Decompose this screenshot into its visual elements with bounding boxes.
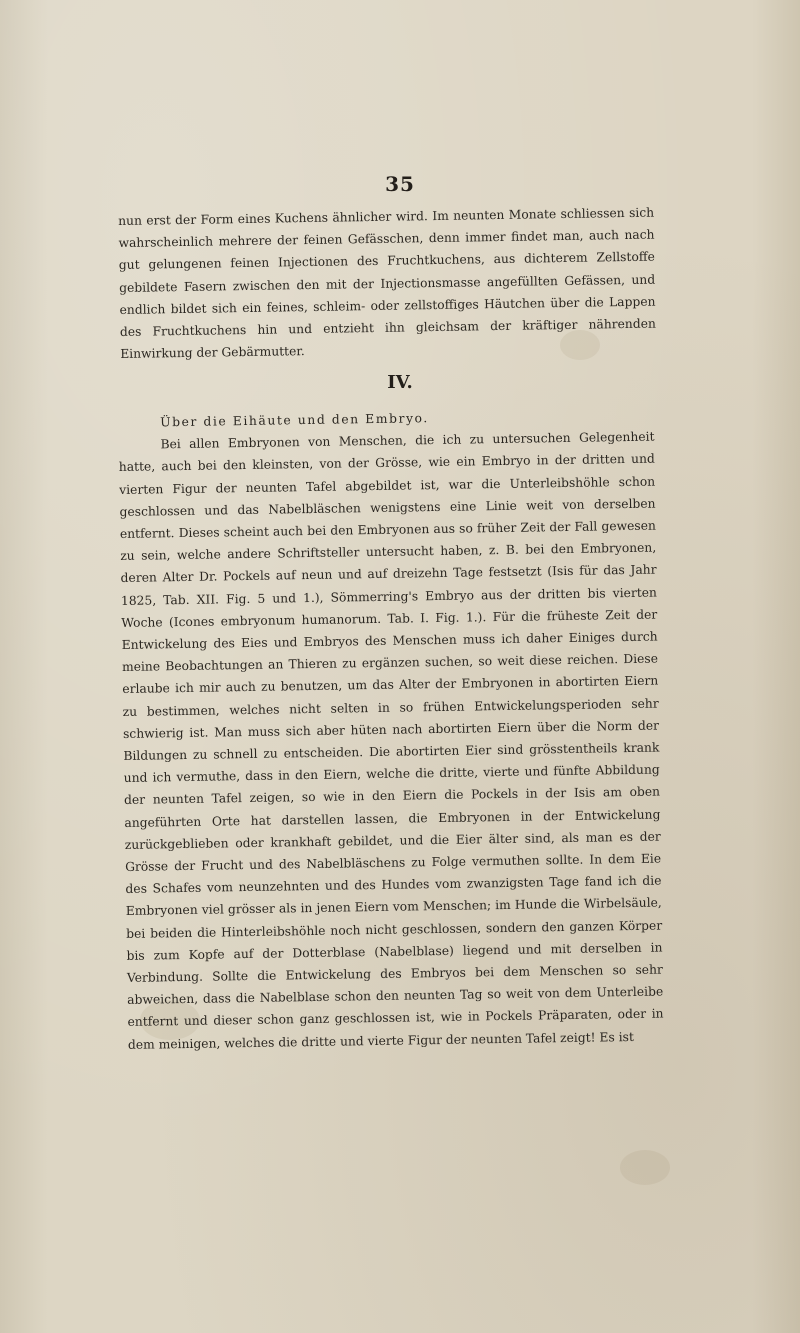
paper-stain xyxy=(620,1150,670,1185)
paragraph-continuation: nun erst der Form eines Kuchens ähnlicher wird. Im neunten Monate schliessen sich wahrscheinlich mehrere der feinen Gefässchen, denn immer findet man, auch nach gut gelungenen feinen Injectionen des Fruchtkuchens, aus dichterem Zellstoffe gebildete Fasern zwischen den mit der Injectionsmasse angefüllten Gefässen, und endlich bildet sich ein feines, schleim- oder zellstoffiges Häutchen über die Lappen des Fruchtkuchens hin und entzieht ihn gleichsam der kräftiger nährenden Einwirkung der Gebärmutter. xyxy=(118,205,656,362)
body-paragraph: Bei allen Embryonen von Menschen, die ich zu untersuchen Gelegenheit hatte, auch bei den kleinsten, von der Grösse, wie ein Embryo in der dritten und vierten Figur der neunten Tafel abgebildet ist, war die Unterleibshöhle schon geschlossen und das Nabelbläschen wenigstens eine Linie weit von derselben entfernt. Dieses scheint auch bei den Embryonen aus so früher Zeit der Fall gewesen zu sein, welche andere Schriftsteller untersucht haben, z. B. bei den Embryonen, deren Alter Dr. Pockels auf neun und auf dreizehn Tage festsetzt (Isis für das Jahr 1825, Tab. XII. Fig. 5 und 1.), Sömmerring's Embryo aus der dritten bis vierten Woche (Icones embryonum humanorum. Tab. I. Fig. 1.). Für die früheste Zeit der Entwickelung des Eies und Embryos des Menschen muss ich daher Einiges durch meine Beobachtungen an Thieren zu ergänzen suchen, so weit diese reichen. Diese erlaube ich mir auch zu benutzen, um das Alter der Embryonen in abortirten Eiern zu bestimmen, welches nicht selten in so frühen Entwickelungsperioden sehr schwierig ist. Man muss sich aber hüten nach abortirten Eiern über die Norm der Bildungen zu schnell zu entscheiden. Die abortirten Eier sind grösstentheils krank und ich vermuthe, dass in den Eiern, welche die dritte, vierte und fünfte Abbildung der neunten Tafel zeigen, so wie in den Eiern die Pockels in der Isis am oben angeführten Orte hat darstellen lassen, die Embryonen in der Entwickelung zurückgeblieben oder krankhaft gebildet, und die Eier älter sind, als man es der Grösse der Frucht und des Nabelbläschens zu Folge vermuthen sollte. In dem Eie des Schafes vom neunzehnten und des Hundes vom zwanzigsten Tage fand ich die Embryonen viel grösser als in jenen Eiern vom Menschen; im Hunde die Wirbelsäule, bei beiden die Hinterleibshöhle noch nicht geschlossen, sondern den ganzen Körper bis zum Kopfe auf der Dotterblase (Nabelblase) liegend und mit derselben in Verbindung. Sollte die Entwickelung des Embryos bei dem Menschen so sehr abweichen, dass die Nabelblase schon den neunten Tag so weit von dem Unterleibe entfernt und dieser schon ganz geschlossen ist, wie in Pockels Präparaten, oder in dem meinigen, welches die dritte und vierte Figur der neunten Tafel zeigt! Es ist xyxy=(118,429,664,1052)
page-number: 35 xyxy=(385,172,415,196)
section-body xyxy=(118,404,664,1056)
section-subheading: Über die Eihäute und den Embryo. xyxy=(160,411,429,430)
section-number: IV. xyxy=(387,372,413,393)
